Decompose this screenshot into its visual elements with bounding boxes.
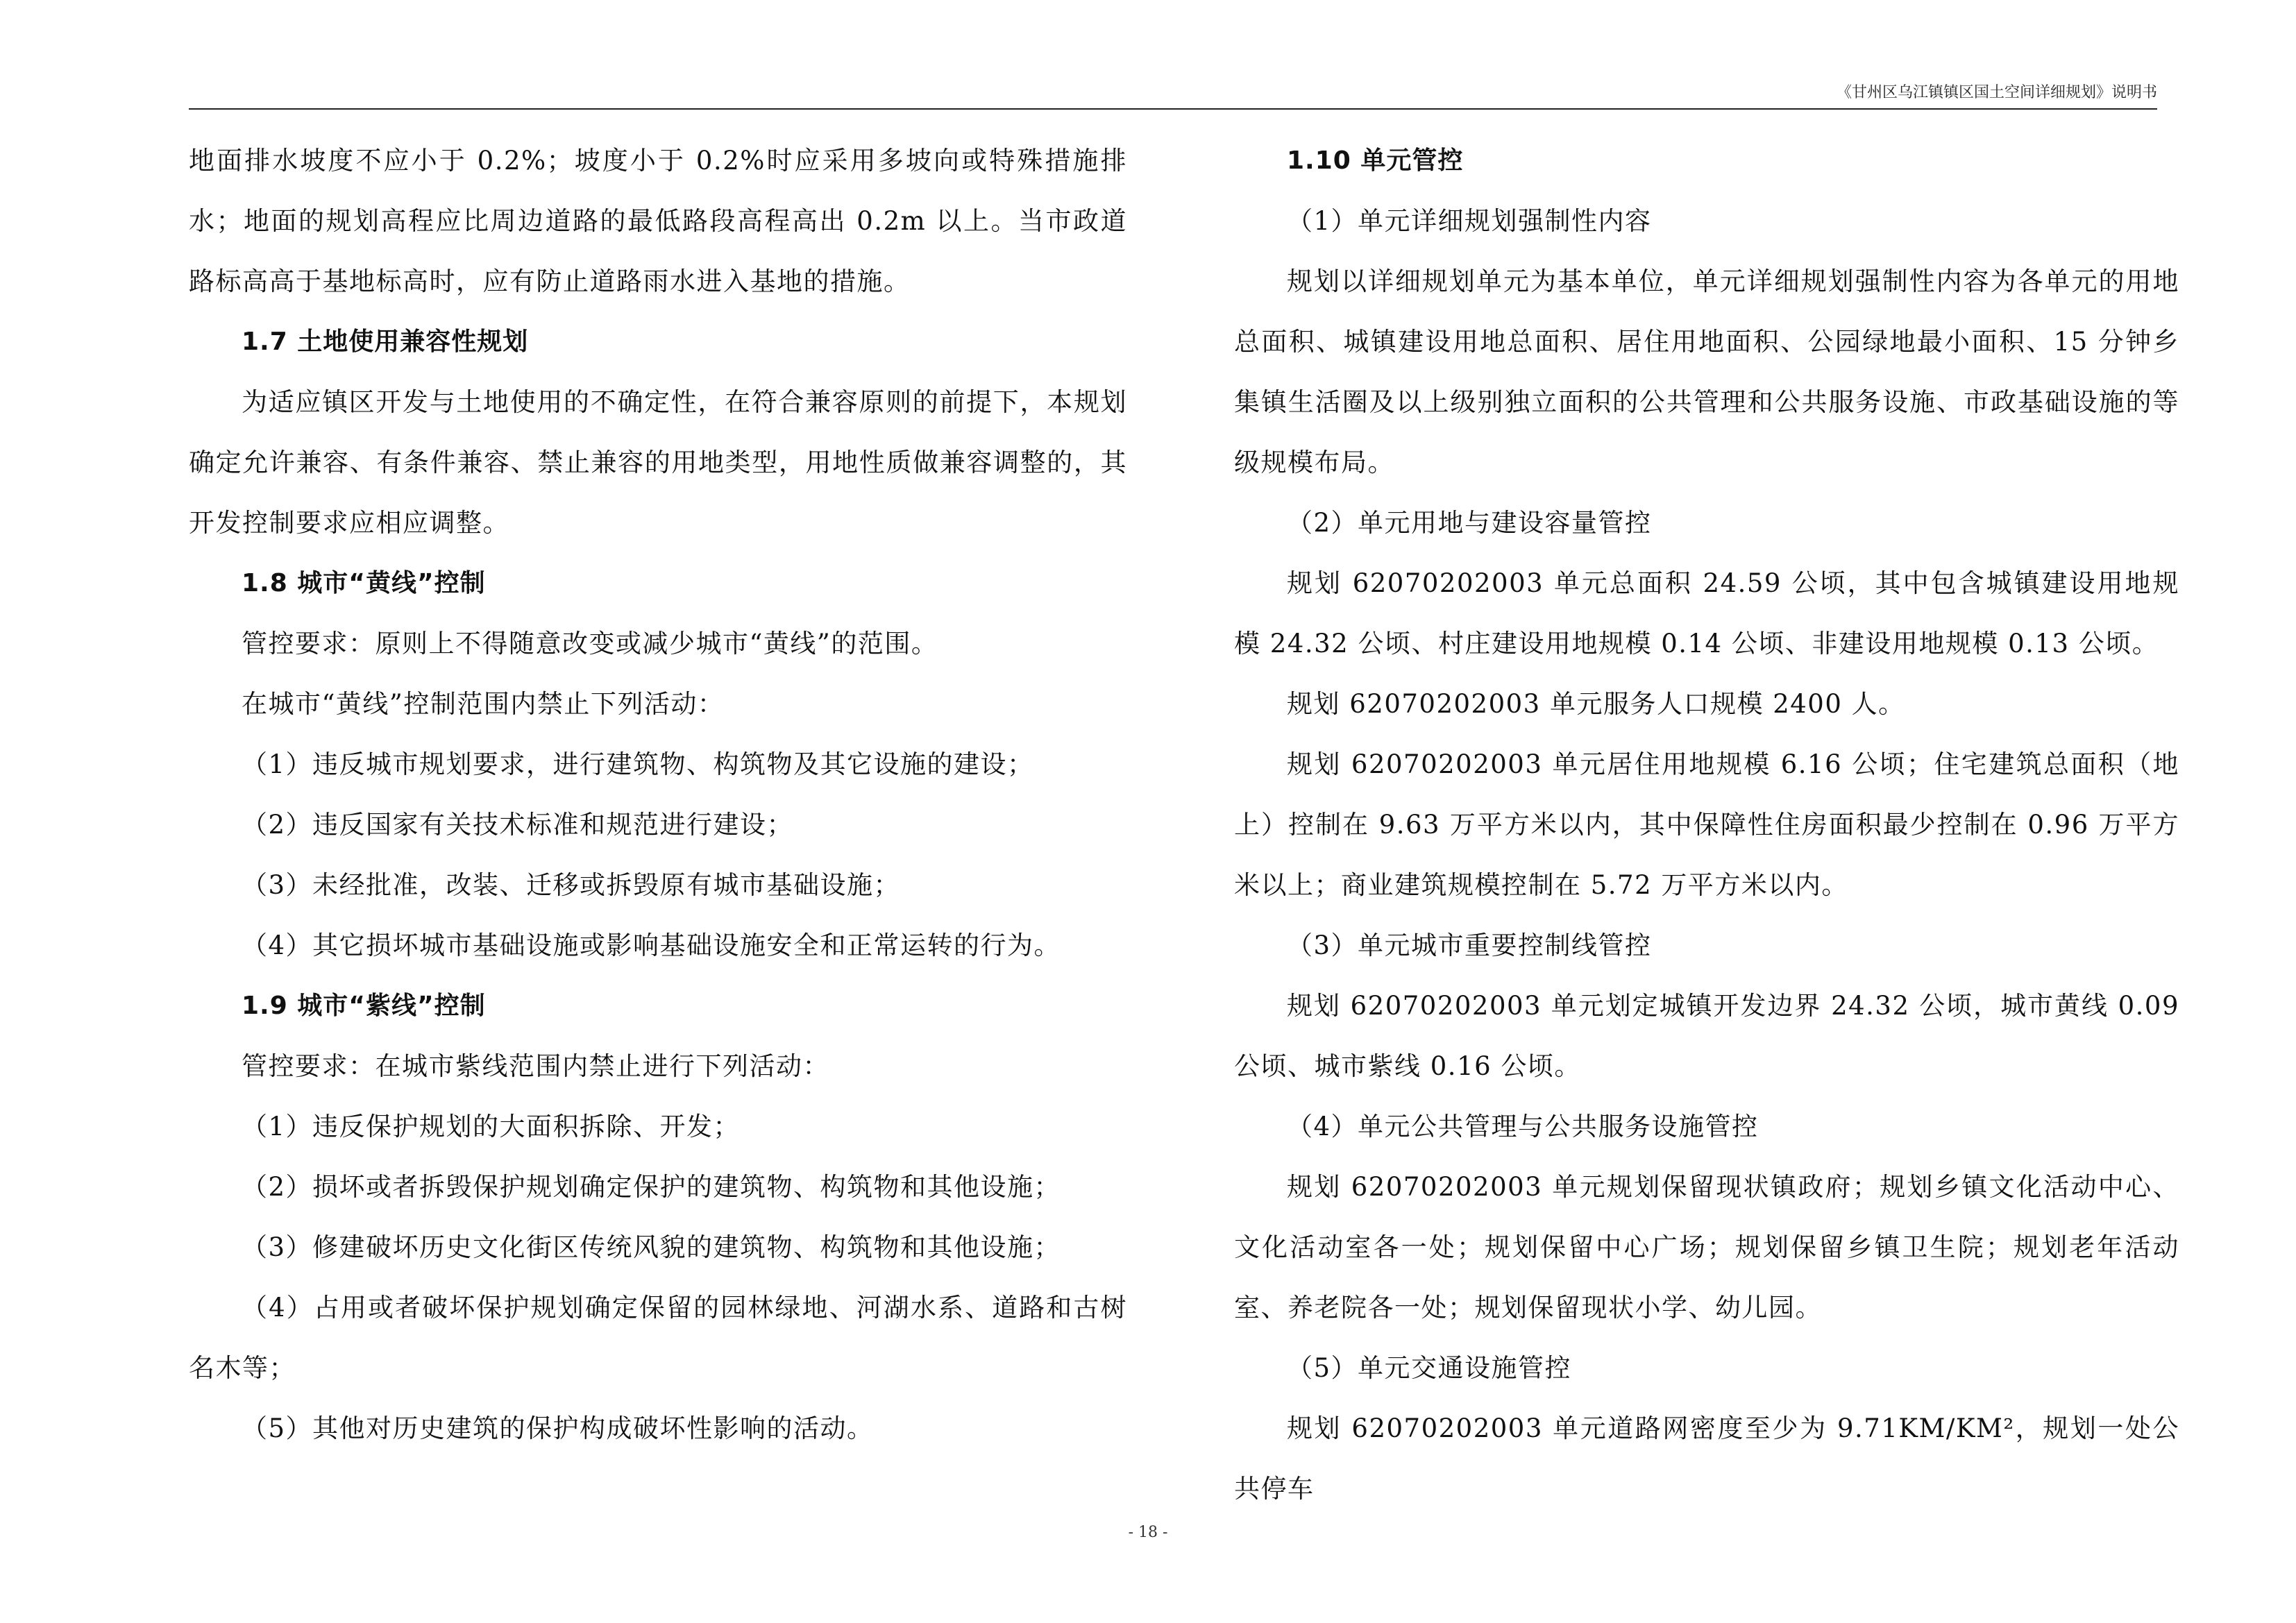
paragraph-yellow-line-prohibited: 在城市“黄线”控制范围内禁止下列活动： xyxy=(242,689,725,719)
subheading-mandatory-content: （1）单元详细规划强制性内容 xyxy=(1287,206,1652,236)
list-item: （3）修建破坏历史文化街区传统风貌的建筑物、构筑物和其他设施； xyxy=(242,1232,1061,1262)
paragraph-compatibility: 为适应镇区开发与土地使用的不确定性，在符合兼容原则的前提下，本规划确定允许兼容、有条件兼容、禁止兼容的用地类型，用地性质做兼容调整的，其开发控制要求应相应调整。 xyxy=(189,387,1127,538)
heading-1-9: 1.9 城市“紫线”控制 xyxy=(242,992,486,1020)
heading-1-7: 1.7 土地使用兼容性规划 xyxy=(242,328,529,356)
subheading-land-capacity: （2）单元用地与建设容量管控 xyxy=(1287,508,1652,538)
right-column xyxy=(1234,130,2179,1519)
paragraph-residential-land: 规划 62070202003 单元居住用地规模 6.16 公顷；住宅建筑总面积（地上）控制在 9.63 万平方米以内，其中保障性住房面积最少控制在 0.96 万平方米以上；商业建筑规模控制在 5.72 万平方米以内。 xyxy=(1234,749,2179,900)
list-item: （2）违反国家有关技术标准和规范进行建设； xyxy=(242,810,794,840)
list-item: （5）其他对历史建筑的保护构成破坏性影响的活动。 xyxy=(242,1413,874,1443)
list-item: （4）占用或者破坏保护规划确定保留的园林绿地、河湖水系、道路和古树名木等； xyxy=(189,1293,1127,1383)
paragraph-unit-area: 规划 62070202003 单元总面积 24.59 公顷，其中包含城镇建设用地规模 24.32 公顷、村庄建设用地规模 0.14 公顷、非建设用地规模 0.13 公顷。 xyxy=(1234,568,2179,658)
paragraph-service-population: 规划 62070202003 单元服务人口规模 2400 人。 xyxy=(1287,689,1905,719)
paragraph-traffic-facilities: 规划 62070202003 单元道路网密度至少为 9.71KM/KM²，规划一处公共停车 xyxy=(1234,1413,2179,1504)
heading-1-8: 1.8 城市“黄线”控制 xyxy=(242,569,486,597)
list-item: （3）未经批准，改装、迁移或拆毁原有城市基础设施； xyxy=(242,870,901,900)
list-item: （2）损坏或者拆毁保护规划确定保护的建筑物、构筑物和其他设施； xyxy=(242,1172,1061,1202)
subheading-traffic-facilities: （5）单元交通设施管控 xyxy=(1287,1353,1572,1383)
paragraph-drainage: 地面排水坡度不应小于 0.2%；坡度小于 0.2%时应采用多坡向或特殊措施排水；地面的规划高程应比周边道路的最低路段高程高出 0.2m 以上。当市政道路标高高于基地标高时，应有防止道路雨水进入基地的措施。 xyxy=(189,146,1127,296)
subheading-public-facilities: （4）单元公共管理与公共服务设施管控 xyxy=(1287,1112,1759,1141)
paragraph-public-facilities: 规划 62070202003 单元规划保留现状镇政府；规划乡镇文化活动中心、文化活动室各一处；规划保留中心广场；规划保留乡镇卫生院；规划老年活动室、养老院各一处；规划保留现状小学、幼儿园。 xyxy=(1234,1172,2179,1323)
list-item: （1）违反城市规划要求，进行建筑物、构筑物及其它设施的建设； xyxy=(242,749,1034,779)
paragraph-yellow-line-requirement: 管控要求：原则上不得随意改变或减少城市“黄线”的范围。 xyxy=(242,629,938,658)
document-title: 《甘州区乌江镇镇区国土空间详细规划》说明书 xyxy=(1836,84,2157,101)
subheading-control-lines: （3）单元城市重要控制线管控 xyxy=(1287,931,1652,960)
list-item: （1）违反保护规划的大面积拆除、开发； xyxy=(242,1112,741,1141)
list-item: （4）其它损坏城市基础设施或影响基础设施安全和正常运转的行为。 xyxy=(242,931,1061,960)
page-number: - 18 - xyxy=(1128,1524,1168,1541)
left-column xyxy=(189,130,1127,1459)
paragraph-purple-line-requirement: 管控要求：在城市紫线范围内禁止进行下列活动： xyxy=(242,1051,829,1081)
paragraph-mandatory-content: 规划以详细规划单元为基本单位，单元详细规划强制性内容为各单元的用地总面积、城镇建设用地总面积、居住用地面积、公园绿地最小面积、15 分钟乡集镇生活圈及以上级别独立面积的公共管理和公共服务设施、市政基础设施的等级规模布局。 xyxy=(1234,266,2179,477)
paragraph-control-lines: 规划 62070202003 单元划定城镇开发边界 24.32 公顷，城市黄线 0.09 公顷、城市紫线 0.16 公顷。 xyxy=(1234,991,2179,1081)
page-header xyxy=(189,75,2157,110)
heading-1-10: 1.10 单元管控 xyxy=(1287,146,1464,175)
